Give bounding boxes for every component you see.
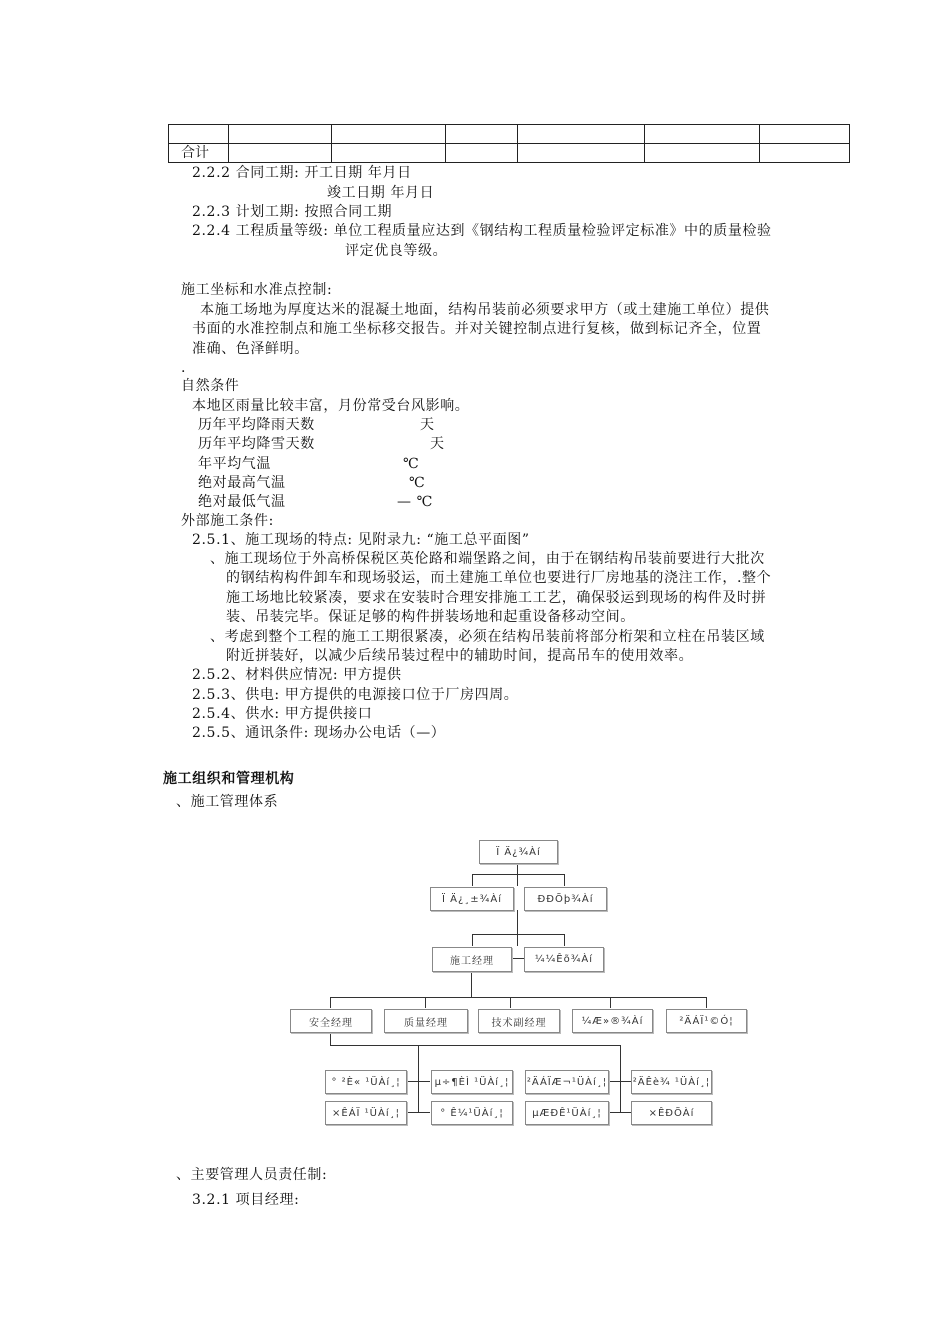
org-box-l4: ²ÄÁÏ¹©Ó¦ <box>666 1009 747 1033</box>
bullet-text: 的钢结构构件卸车和现场驳运，而土建施工单位也要进行厂房地基的浇注工作，.整个 <box>226 570 772 586</box>
nature-value: 天 <box>430 436 445 452</box>
org-box-l4: 安全经理 <box>290 1009 372 1033</box>
contract-period: 2.2.2 合同工期: 开工日期 年月日 <box>192 165 412 181</box>
material-supply: 2.5.2、材料供应情况: 甲方提供 <box>192 667 402 683</box>
external-title: 外部施工条件: <box>181 513 274 529</box>
nature-value: 天 <box>420 417 435 433</box>
org-subtitle: 、施工管理体系 <box>176 794 279 810</box>
resp-title: 、主要管理人员责任制: <box>176 1167 328 1183</box>
bullet-text: 施工场地比较紧凑，要求在安装时合理安排施工工艺，确保驳运到现场的构件及时拼 <box>226 590 767 606</box>
org-box-l3: ¼¼Êõ¾Àí <box>524 947 604 972</box>
table-row <box>169 144 850 163</box>
bullet-text: 附近拼装好，以减少后续吊装过程中的辅助时间，提高吊车的使用效率。 <box>226 648 694 664</box>
survey-title: 施工坐标和水准点控制: <box>181 282 333 298</box>
org-box-l5: ²ÄÁÏÆ¬¹ÜÀí¸¦ <box>525 1070 609 1094</box>
org-box-l4: ¼Æ»®¾Àí <box>572 1009 653 1033</box>
nature-label: 历年平均降雨天数 <box>198 417 315 433</box>
org-box-l2: ÐÐÕþ¾Àí <box>524 887 607 911</box>
org-box-l5: ²ÄÊè¾ ¹ÜÀí¸¦ <box>631 1070 712 1094</box>
table-row <box>169 125 850 144</box>
nature-title: 自然条件 <box>181 378 240 394</box>
survey-text: 准确、色泽鲜明。 <box>192 341 309 357</box>
quality-level: 2.2.4 工程质量等级: 单位工程质量应达到《钢结构工程质量检验评定标准》中的质量检验 <box>192 223 772 239</box>
total-label: 合计 <box>169 144 229 163</box>
nature-intro: 本地区雨量比较丰富，月份常受台风影响。 <box>192 398 470 414</box>
completion-date: 竣工日期 年月日 <box>327 185 435 201</box>
power-supply: 2.5.3、供电: 甲方提供的电源接口位于厂房四周。 <box>192 687 519 703</box>
bullet-text: 装、吊装完毕。保证足够的构件拼装场地和起重设备移动空间。 <box>226 609 635 625</box>
pm-heading: 3.2.1 项目经理: <box>192 1192 300 1208</box>
nature-value: ℃ <box>403 456 420 472</box>
org-box-l2: Ï Ä¿¸±¾Àí <box>430 887 514 911</box>
org-box-l5: ×ÊÐÕÀí <box>631 1101 712 1125</box>
site-features: 2.5.1、施工现场的特点: 见附录九: “施工总平面图” <box>192 532 530 548</box>
bullet-text: 、考虑到整个工程的施工工期很紧凑，必须在结构吊装前将部分桁架和立柱在吊装区域 <box>210 629 765 645</box>
quality-level-cont: 评定优良等级。 <box>345 243 448 259</box>
bullet-text: 、施工现场位于外高桥保税区英伦路和端堡路之间，由于在钢结构吊装前要进行大批次 <box>210 551 765 567</box>
stray-dot: . <box>181 360 187 376</box>
org-box-top: Ï Ä¿¾Àí <box>479 840 558 864</box>
nature-value: ℃ <box>409 475 426 491</box>
org-box-l3: 施工经理 <box>432 947 512 972</box>
water-supply: 2.5.4、供水: 甲方提供接口 <box>192 706 373 722</box>
survey-text: 本施工场地为厚度达米的混凝土地面，结构吊装前必须要求甲方（或土建施工单位）提供 <box>200 302 770 318</box>
org-box-l5: µ÷¶ÈÌ ¹ÜÀí¸¦ <box>431 1070 513 1094</box>
nature-label: 绝对最低气温 <box>198 494 286 510</box>
org-box-l5: ° Ê¼¹ÜÀí¸¦ <box>431 1101 513 1125</box>
nature-label: 历年平均降雪天数 <box>198 436 315 452</box>
cost-table <box>168 124 850 163</box>
org-box-l4: 技术副经理 <box>478 1009 560 1033</box>
org-box-l5: ×ÊÁÏ ¹ÜÀí¸¦ <box>325 1101 407 1125</box>
org-title: 施工组织和管理机构 <box>163 771 295 787</box>
org-box-l5: µÆÐÊ¹ÜÀí¸¦ <box>525 1101 609 1125</box>
communication: 2.5.5、通讯条件: 现场办公电话（—） <box>192 725 446 741</box>
nature-label: 年平均气温 <box>198 456 271 472</box>
org-box-l5: ° ²È« ¹ÜÀí¸¦ <box>325 1070 407 1094</box>
nature-label: 绝对最高气温 <box>198 475 286 491</box>
nature-value: — ℃ <box>397 494 433 510</box>
plan-period: 2.2.3 计划工期: 按照合同工期 <box>192 204 393 220</box>
survey-text: 书面的水准控制点和施工坐标移交报告。并对关键控制点进行复核，做到标记齐全，位置 <box>192 321 762 337</box>
org-box-l4: 质量经理 <box>384 1009 468 1033</box>
